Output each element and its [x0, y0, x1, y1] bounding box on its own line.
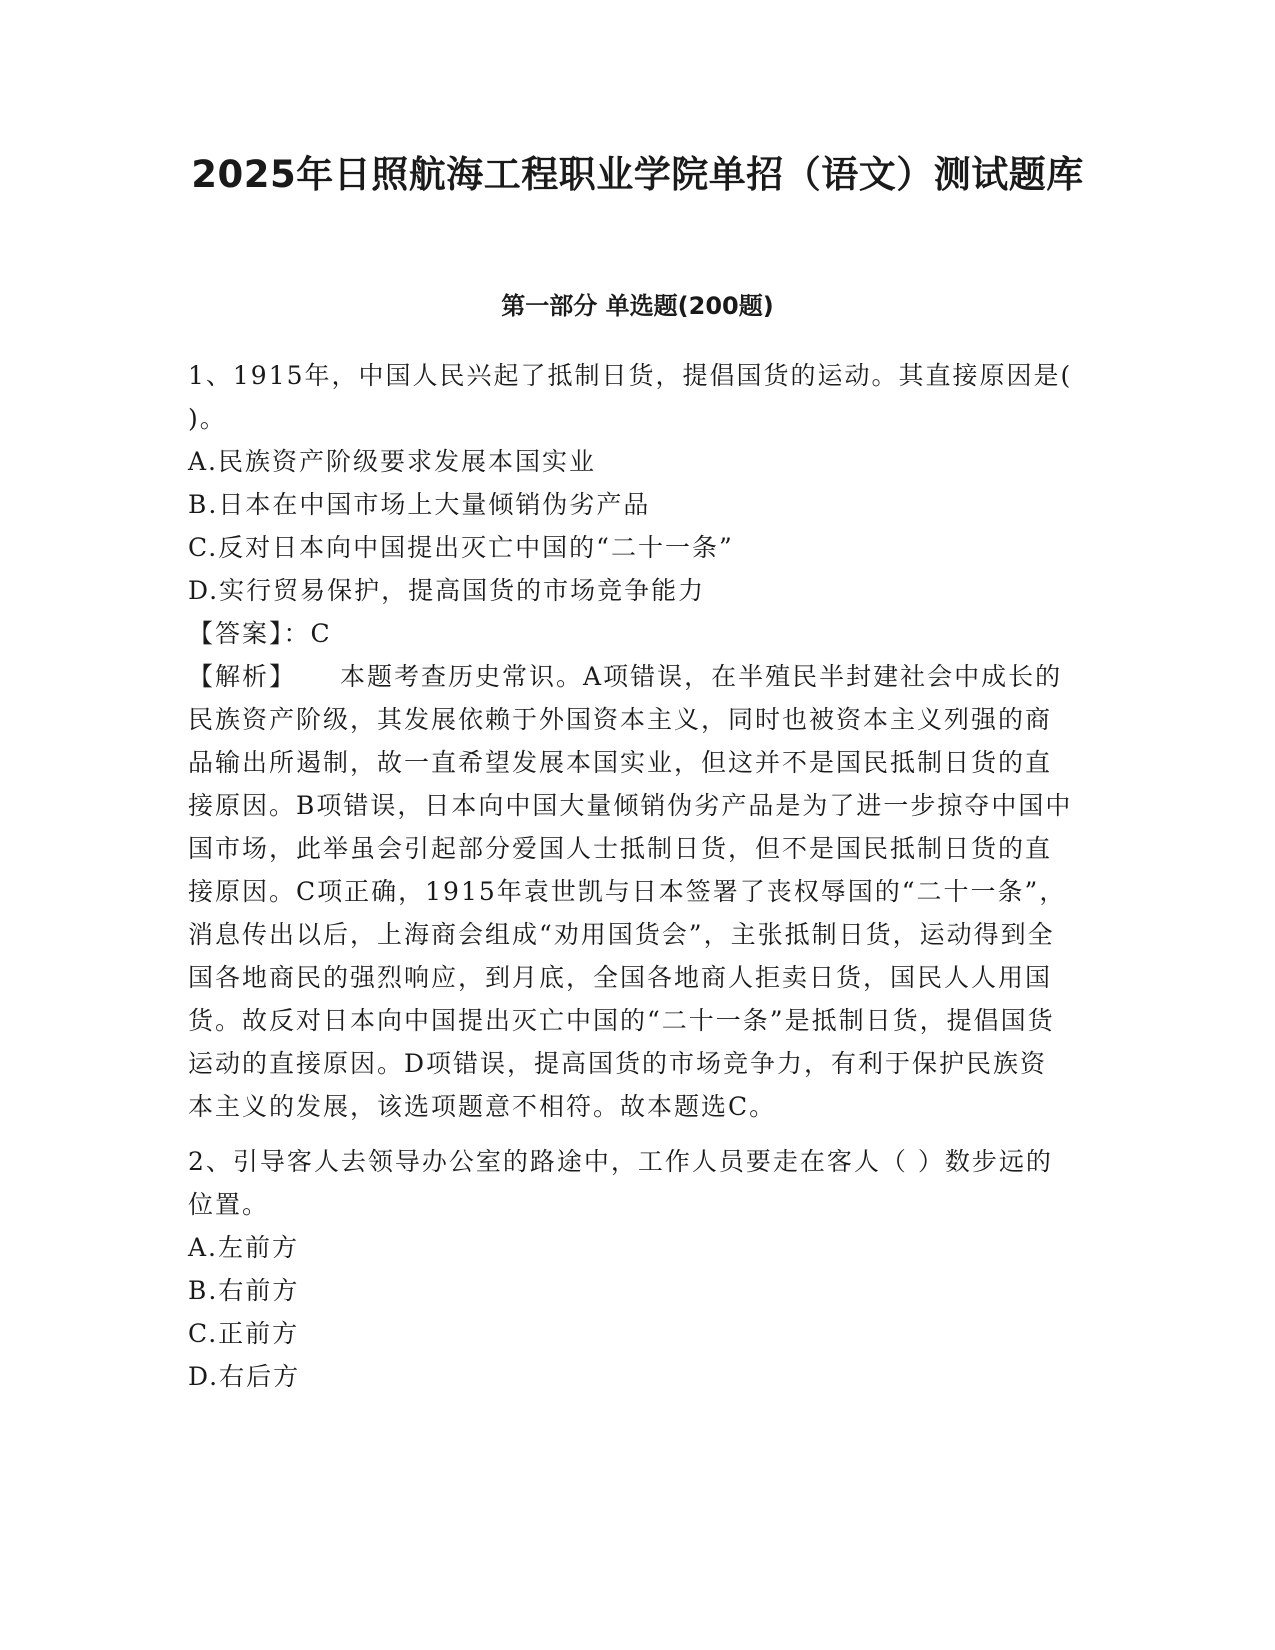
- analysis-paragraph: [188, 655, 1073, 1128]
- document-title: 2025年日照航海工程职业学院单招（语文）测试题库: [191, 153, 1084, 196]
- analysis-label: 【解析】: [188, 662, 297, 691]
- option-b: B.右前方: [188, 1276, 300, 1305]
- option-d: D.右后方: [188, 1362, 301, 1391]
- answer-value: C: [310, 619, 332, 648]
- question-stem: 1、1915年，中国人民兴起了抵制日货，提倡国货的运动。其直接原因是( )。: [188, 361, 1073, 433]
- option-a: A.民族资产阶级要求发展本国实业: [188, 447, 597, 476]
- answer-line: [188, 612, 1073, 655]
- question-2: [188, 1140, 1073, 1398]
- section-title: 第一部分 单选题(200题): [501, 292, 774, 320]
- option-a: A.左前方: [188, 1233, 300, 1262]
- answer-label: 【答案】：: [188, 619, 311, 648]
- question-1: [188, 354, 1073, 1128]
- question-stem: 2、引导客人去领导办公室的路途中，工作人员要走在客人（ ）数步远的位置。: [188, 1147, 1053, 1219]
- option-b: B.日本在中国市场上大量倾销伪劣产品: [188, 490, 651, 519]
- option-c: C.正前方: [188, 1319, 300, 1348]
- question-list: [188, 354, 1073, 1398]
- option-c: C.反对日本向中国提出灭亡中国的“二十一条”: [188, 533, 734, 562]
- analysis-text: 本题考查历史常识。A项错误，在半殖民半封建社会中成长的民族资产阶级，其发展依赖于外国资本主义，同时也被资本主义列强的商品输出所遏制，故一直希望发展本国实业，但这并不是国民抵制日货的直接原因。B项错误，日本向中国大量倾销伪劣产品是为了进一步掠夺中国中国市场，此举虽会引起部分爱国人士抵制日货，但不是国民抵制日货的直接原因。C项正确，1915年袁世凯与日本签署了丧权辱国的“二十一条”，消息传出以后，上海商会组成“劝用国货会”，主张抵制日货，运动得到全国各地商民的强烈响应，到月底，全国各地商人拒卖日货，国民人人用国货。故反对日本向中国提出灭亡中国的“二十一条”是抵制日货，提倡国货运动的直接原因。D项错误，提高国货的市场竞争力，有利于保护民族资本主义的发展，该选项题意不相符。故本题选C。: [188, 662, 1073, 1121]
- option-d: D.实行贸易保护，提高国货的市场竞争能力: [188, 576, 706, 605]
